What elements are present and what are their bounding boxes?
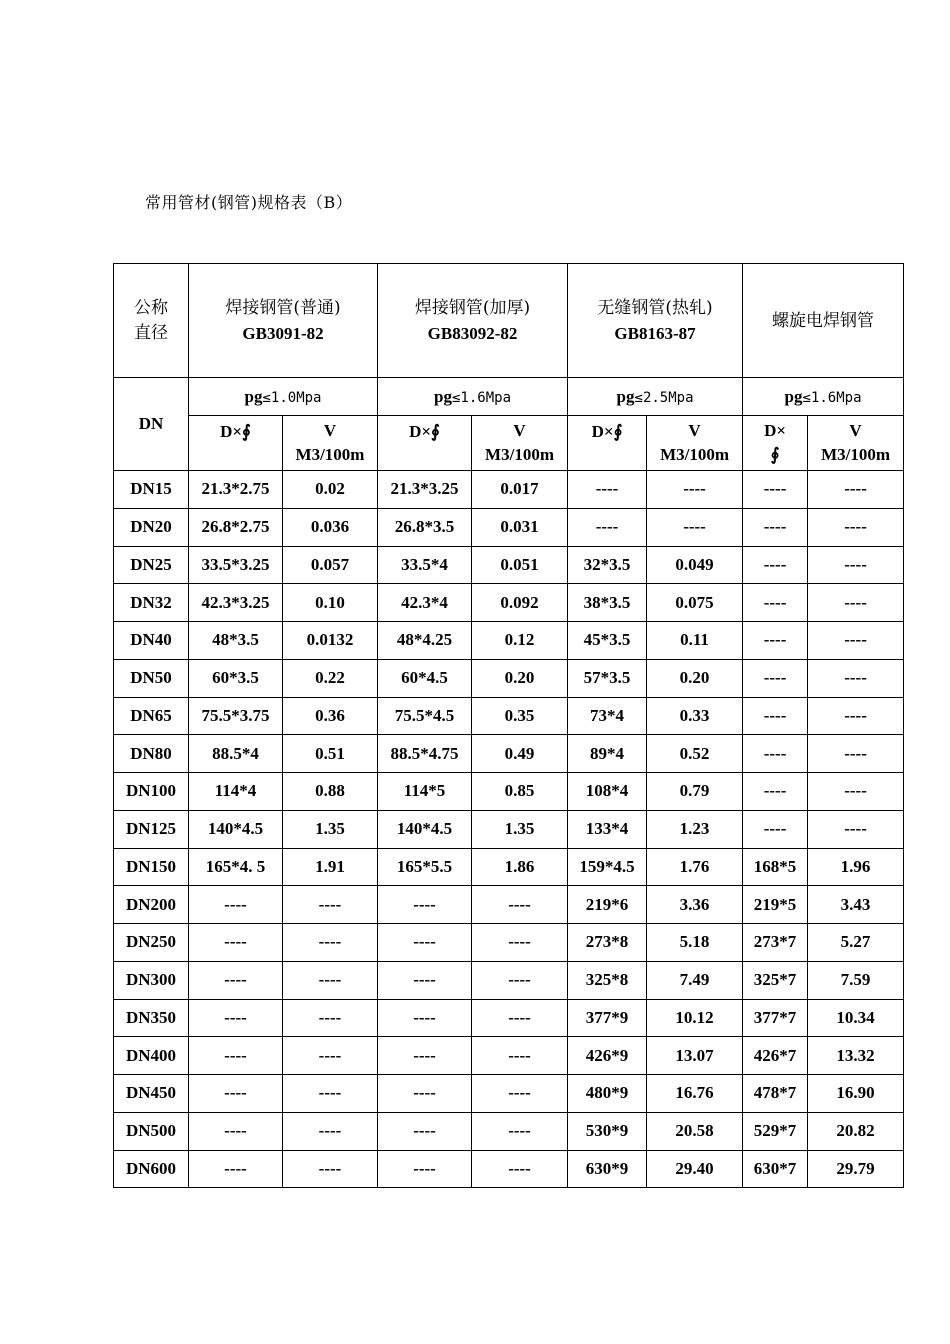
table-cell: 7.49 xyxy=(647,961,743,999)
nominal-diameter-header xyxy=(114,264,189,378)
pressure-prefix: pg xyxy=(784,386,803,406)
table-cell: 75.5*3.75 xyxy=(189,697,283,735)
table-cell: 60*4.5 xyxy=(378,659,472,697)
table-cell: 0.12 xyxy=(472,622,568,660)
table-cell: ---- xyxy=(808,471,904,509)
sub-v-1 xyxy=(472,416,568,471)
group-name: 螺旋电焊钢管 xyxy=(772,310,875,331)
pressure-1 xyxy=(378,378,568,416)
table-cell: 0.22 xyxy=(283,659,378,697)
table-cell: 73*4 xyxy=(568,697,647,735)
group-name: 焊接钢管(普通) xyxy=(225,297,341,318)
table-cell: 0.20 xyxy=(472,659,568,697)
sub-v-0 xyxy=(283,416,378,471)
table-cell: ---- xyxy=(808,773,904,811)
dn-cell: DN200 xyxy=(114,886,189,924)
pressure-0 xyxy=(189,378,378,416)
table-cell: 10.34 xyxy=(808,999,904,1037)
sub-v-line-2: M3/100m xyxy=(485,445,554,464)
table-cell: 21.3*2.75 xyxy=(189,471,283,509)
table-cell: 426*9 xyxy=(568,1037,647,1075)
nominal-line-1: 公称 xyxy=(134,297,168,318)
table-cell: 48*4.25 xyxy=(378,622,472,660)
table-cell: 60*3.5 xyxy=(189,659,283,697)
table-cell: 0.20 xyxy=(647,659,743,697)
dn-cell: DN125 xyxy=(114,810,189,848)
table-cell: 108*4 xyxy=(568,773,647,811)
group-header-3 xyxy=(743,264,904,378)
table-cell: ---- xyxy=(378,1112,472,1150)
table-cell: ---- xyxy=(378,1150,472,1188)
table-cell: ---- xyxy=(743,584,808,622)
sub-d-3 xyxy=(743,416,808,471)
table-cell: 16.90 xyxy=(808,1075,904,1113)
table-cell: ---- xyxy=(808,546,904,584)
table-row xyxy=(114,886,904,924)
table-cell: 20.82 xyxy=(808,1112,904,1150)
table-row xyxy=(114,546,904,584)
dn-cell: DN300 xyxy=(114,961,189,999)
sub-v-line-2: M3/100m xyxy=(821,445,891,464)
table-cell: ---- xyxy=(189,924,283,962)
table-cell: ---- xyxy=(189,1112,283,1150)
table-cell: 140*4.5 xyxy=(189,810,283,848)
table-cell: 1.35 xyxy=(283,810,378,848)
pressure-prefix: pg xyxy=(434,386,452,406)
table-cell: 0.049 xyxy=(647,546,743,584)
table-cell: ---- xyxy=(472,1150,568,1188)
table-row xyxy=(114,924,904,962)
table-row xyxy=(114,1037,904,1075)
group-standard: GB3091-82 xyxy=(242,323,324,343)
group-standard: GB8163-87 xyxy=(614,323,696,343)
table-cell: 0.51 xyxy=(283,735,378,773)
sub-v-line-2: M3/100m xyxy=(660,445,729,464)
dn-cell: DN450 xyxy=(114,1075,189,1113)
table-cell: 42.3*3.25 xyxy=(189,584,283,622)
table-cell: 0.0132 xyxy=(283,622,378,660)
table-cell: 1.35 xyxy=(472,810,568,848)
table-cell: 273*8 xyxy=(568,924,647,962)
table-cell: 1.76 xyxy=(647,848,743,886)
table-cell: ---- xyxy=(743,735,808,773)
dn-cell: DN32 xyxy=(114,584,189,622)
table-cell: 1.86 xyxy=(472,848,568,886)
table-cell: ---- xyxy=(283,1150,378,1188)
table-cell: 3.43 xyxy=(808,886,904,924)
document-title: 常用管材(钢管)规格表（B） xyxy=(145,193,353,212)
table-cell: ---- xyxy=(378,961,472,999)
table-cell: 7.59 xyxy=(808,961,904,999)
table-cell: ---- xyxy=(743,471,808,509)
table-cell: 48*3.5 xyxy=(189,622,283,660)
pressure-value: ≤1.6Mpa xyxy=(452,389,512,406)
pressure-prefix: pg xyxy=(616,386,635,406)
table-cell: 26.8*2.75 xyxy=(189,508,283,546)
table-cell: ---- xyxy=(378,999,472,1037)
table-cell: ---- xyxy=(472,1075,568,1113)
table-cell: ---- xyxy=(472,924,568,962)
table-cell: 377*7 xyxy=(743,999,808,1037)
table-cell: 0.051 xyxy=(472,546,568,584)
pressure-3 xyxy=(743,378,904,416)
table-cell: 10.12 xyxy=(647,999,743,1037)
table-row xyxy=(114,735,904,773)
table-cell: 114*5 xyxy=(378,773,472,811)
table-cell: ---- xyxy=(283,999,378,1037)
table-cell: ---- xyxy=(808,508,904,546)
table-cell: 5.27 xyxy=(808,924,904,962)
table-row xyxy=(114,659,904,697)
table-cell: 480*9 xyxy=(568,1075,647,1113)
table-cell: ---- xyxy=(189,999,283,1037)
table-cell: ---- xyxy=(378,924,472,962)
sub-d-2: D×∮ xyxy=(568,416,647,471)
table-cell: ---- xyxy=(283,1075,378,1113)
table-cell: 0.057 xyxy=(283,546,378,584)
table-cell: ---- xyxy=(647,508,743,546)
table-row xyxy=(114,622,904,660)
table-cell: 26.8*3.5 xyxy=(378,508,472,546)
table-cell: 45*3.5 xyxy=(568,622,647,660)
dn-cell: DN25 xyxy=(114,546,189,584)
table-cell: 0.33 xyxy=(647,697,743,735)
table-cell: ---- xyxy=(808,697,904,735)
group-header-1 xyxy=(378,264,568,378)
table-cell: 0.79 xyxy=(647,773,743,811)
table-cell: 33.5*4 xyxy=(378,546,472,584)
table-cell: ---- xyxy=(189,1150,283,1188)
table-cell: 530*9 xyxy=(568,1112,647,1150)
table-cell: 630*9 xyxy=(568,1150,647,1188)
table-cell: 0.35 xyxy=(472,697,568,735)
dn-cell: DN40 xyxy=(114,622,189,660)
table-cell: ---- xyxy=(743,659,808,697)
group-header-2 xyxy=(568,264,743,378)
table-cell: 42.3*4 xyxy=(378,584,472,622)
table-cell: 426*7 xyxy=(743,1037,808,1075)
pressure-value: ≤2.5Mpa xyxy=(634,389,694,406)
table-cell: 33.5*3.25 xyxy=(189,546,283,584)
table-cell: ---- xyxy=(283,924,378,962)
table-cell: ---- xyxy=(472,886,568,924)
table-row xyxy=(114,773,904,811)
dn-cell: DN150 xyxy=(114,848,189,886)
table-cell: 325*8 xyxy=(568,961,647,999)
table-cell: 29.79 xyxy=(808,1150,904,1188)
table-cell: ---- xyxy=(808,735,904,773)
table-cell: ---- xyxy=(743,622,808,660)
table-cell: 630*7 xyxy=(743,1150,808,1188)
sub-v-line-1: V xyxy=(513,421,526,440)
table-cell: 89*4 xyxy=(568,735,647,773)
table-cell: ---- xyxy=(472,1112,568,1150)
table-cell: 88.5*4.75 xyxy=(378,735,472,773)
table-cell: ---- xyxy=(647,471,743,509)
table-cell: 38*3.5 xyxy=(568,584,647,622)
table-cell: 1.96 xyxy=(808,848,904,886)
table-cell: ---- xyxy=(378,1075,472,1113)
dn-cell: DN350 xyxy=(114,999,189,1037)
dn-cell: DN65 xyxy=(114,697,189,735)
table-cell: 165*4. 5 xyxy=(189,848,283,886)
table-cell: ---- xyxy=(189,1037,283,1075)
group-header-0 xyxy=(189,264,378,378)
header-row-titles xyxy=(114,264,904,378)
table-row xyxy=(114,471,904,509)
table-cell: 478*7 xyxy=(743,1075,808,1113)
header-row-pressure xyxy=(114,378,904,416)
table-cell: 165*5.5 xyxy=(378,848,472,886)
table-row xyxy=(114,508,904,546)
table-cell: 325*7 xyxy=(743,961,808,999)
pressure-value: ≤1.0Mpa xyxy=(262,389,322,406)
sub-v-line-1: V xyxy=(323,421,337,440)
table-cell: ---- xyxy=(743,508,808,546)
group-name: 焊接钢管(加厚) xyxy=(414,297,531,318)
table-cell: 75.5*4.5 xyxy=(378,697,472,735)
table-cell: ---- xyxy=(472,961,568,999)
table-cell: ---- xyxy=(283,1112,378,1150)
table-cell: 1.23 xyxy=(647,810,743,848)
table-cell: ---- xyxy=(808,659,904,697)
table-cell: 140*4.5 xyxy=(378,810,472,848)
nominal-line-2: 直径 xyxy=(134,322,168,343)
dn-cell: DN15 xyxy=(114,471,189,509)
table-cell: 0.36 xyxy=(283,697,378,735)
table-cell: 377*9 xyxy=(568,999,647,1037)
table-row xyxy=(114,1150,904,1188)
pressure-2 xyxy=(568,378,743,416)
table-cell: 0.092 xyxy=(472,584,568,622)
table-row xyxy=(114,961,904,999)
dn-cell: DN80 xyxy=(114,735,189,773)
table-cell: 114*4 xyxy=(189,773,283,811)
table-cell: 13.07 xyxy=(647,1037,743,1075)
sub-d-line-1: D× xyxy=(764,421,787,440)
table-cell: 5.18 xyxy=(647,924,743,962)
pipe-spec-table xyxy=(113,263,904,1188)
table-row xyxy=(114,1112,904,1150)
table-cell: ---- xyxy=(378,886,472,924)
dn-header: DN xyxy=(114,378,189,471)
sub-v-line-2: M3/100m xyxy=(295,445,365,464)
table-cell: 159*4.5 xyxy=(568,848,647,886)
table-cell: 3.36 xyxy=(647,886,743,924)
pressure-value: ≤1.6Mpa xyxy=(802,389,862,406)
dn-cell: DN600 xyxy=(114,1150,189,1188)
table-cell: 16.76 xyxy=(647,1075,743,1113)
table-cell: ---- xyxy=(283,1037,378,1075)
table-cell: 1.91 xyxy=(283,848,378,886)
table-cell: ---- xyxy=(568,471,647,509)
table-cell: 0.85 xyxy=(472,773,568,811)
sub-d-1: D×∮ xyxy=(378,416,472,471)
table-cell: ---- xyxy=(472,999,568,1037)
table-cell: ---- xyxy=(743,810,808,848)
table-cell: ---- xyxy=(283,961,378,999)
sub-v-2 xyxy=(647,416,743,471)
table-cell: 0.017 xyxy=(472,471,568,509)
table-cell: 29.40 xyxy=(647,1150,743,1188)
dn-cell: DN100 xyxy=(114,773,189,811)
table-cell: 0.49 xyxy=(472,735,568,773)
table-cell: 13.32 xyxy=(808,1037,904,1075)
table-cell: 273*7 xyxy=(743,924,808,962)
table-cell: ---- xyxy=(189,886,283,924)
table-cell: 168*5 xyxy=(743,848,808,886)
table-cell: ---- xyxy=(808,584,904,622)
table-cell: ---- xyxy=(808,622,904,660)
table-cell: ---- xyxy=(189,961,283,999)
table-cell: ---- xyxy=(378,1037,472,1075)
table-cell: ---- xyxy=(283,886,378,924)
table-cell: ---- xyxy=(568,508,647,546)
dn-cell: DN50 xyxy=(114,659,189,697)
table-cell: 21.3*3.25 xyxy=(378,471,472,509)
sub-v-3 xyxy=(808,416,904,471)
table-cell: 88.5*4 xyxy=(189,735,283,773)
sub-v-line-1: V xyxy=(849,421,862,440)
table-cell: ---- xyxy=(743,697,808,735)
table-cell: 529*7 xyxy=(743,1112,808,1150)
table-row xyxy=(114,999,904,1037)
dn-cell: DN250 xyxy=(114,924,189,962)
table-cell: 0.031 xyxy=(472,508,568,546)
dn-cell: DN500 xyxy=(114,1112,189,1150)
table-cell: ---- xyxy=(189,1075,283,1113)
table-cell: 57*3.5 xyxy=(568,659,647,697)
table-cell: 0.02 xyxy=(283,471,378,509)
table-cell: 0.075 xyxy=(647,584,743,622)
table-row xyxy=(114,697,904,735)
dn-cell: DN20 xyxy=(114,508,189,546)
table-cell: 0.036 xyxy=(283,508,378,546)
table-cell: ---- xyxy=(808,810,904,848)
pressure-prefix: pg xyxy=(244,386,263,406)
dn-cell: DN400 xyxy=(114,1037,189,1075)
sub-v-line-1: V xyxy=(688,421,701,440)
table-cell: ---- xyxy=(743,773,808,811)
table-cell: ---- xyxy=(743,546,808,584)
table-row xyxy=(114,584,904,622)
table-row xyxy=(114,1075,904,1113)
header-row-subcolumns xyxy=(114,416,904,471)
table-cell: 219*5 xyxy=(743,886,808,924)
table-row xyxy=(114,810,904,848)
table-cell: 20.58 xyxy=(647,1112,743,1150)
table-row xyxy=(114,848,904,886)
table-cell: 0.10 xyxy=(283,584,378,622)
group-name: 无缝钢管(热轧) xyxy=(597,297,713,318)
group-standard: GB83092-82 xyxy=(427,323,518,343)
sub-d-0: D×∮ xyxy=(189,416,283,471)
table-cell: 219*6 xyxy=(568,886,647,924)
table-cell: 0.88 xyxy=(283,773,378,811)
table-cell: 0.11 xyxy=(647,622,743,660)
table-cell: ---- xyxy=(472,1037,568,1075)
sub-d-line-2: ∮ xyxy=(770,445,780,464)
table-cell: 0.52 xyxy=(647,735,743,773)
table-cell: 32*3.5 xyxy=(568,546,647,584)
table-cell: 133*4 xyxy=(568,810,647,848)
